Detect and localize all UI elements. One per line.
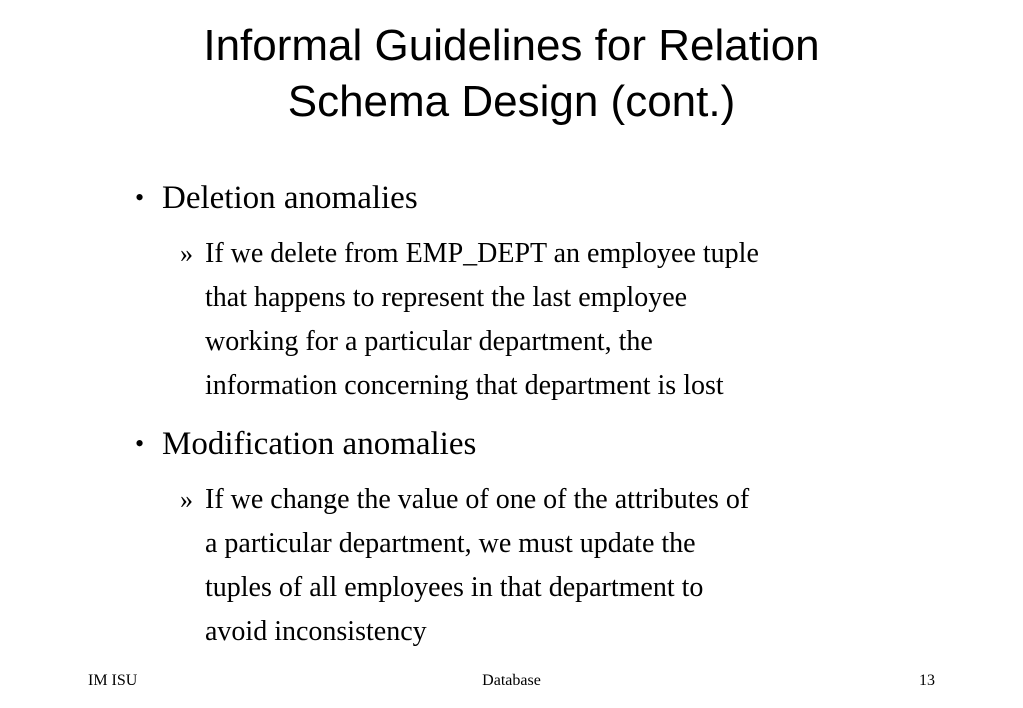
sub-bullet-line: that happens to represent the last employee: [205, 282, 688, 313]
footer-course: Database: [482, 672, 541, 689]
sub-bullet-line: If we delete from EMP_DEPT an employee tuple: [205, 238, 759, 269]
footer-page-number: 13: [919, 672, 935, 689]
sub-bullet-line: avoid inconsistency: [205, 616, 427, 647]
sub-bullet-text: [205, 232, 950, 408]
sub-bullet-deletion: [180, 232, 950, 408]
bullet-label: Modification anomalies: [162, 426, 477, 462]
bullet-dot-icon: •: [135, 183, 145, 212]
sub-bullet-modification: [180, 478, 950, 654]
sub-bullet-line: working for a particular department, the: [205, 326, 653, 357]
sub-bullet-chevron-icon: »: [180, 239, 193, 268]
sub-bullet-line: tuples of all employees in that department to: [205, 572, 704, 603]
sub-bullet-chevron-icon: »: [180, 485, 193, 514]
sub-bullet-text: [205, 478, 950, 654]
footer-organization: IM ISU: [88, 672, 138, 689]
bullet-label: Deletion anomalies: [162, 180, 418, 216]
slide-title-line-2: Schema Design (cont.): [287, 77, 736, 126]
slide-title-line-1: Informal Guidelines for Relation: [203, 21, 820, 70]
bullet-modification-anomalies: [135, 424, 476, 464]
bullet-deletion-anomalies: [135, 178, 418, 218]
slide-title: [0, 18, 1023, 130]
sub-bullet-line: a particular department, we must update the: [205, 528, 696, 559]
bullet-dot-icon: •: [135, 429, 145, 458]
sub-bullet-line: If we change the value of one of the attributes of: [205, 484, 750, 515]
sub-bullet-line: information concerning that department is lost: [205, 370, 724, 401]
